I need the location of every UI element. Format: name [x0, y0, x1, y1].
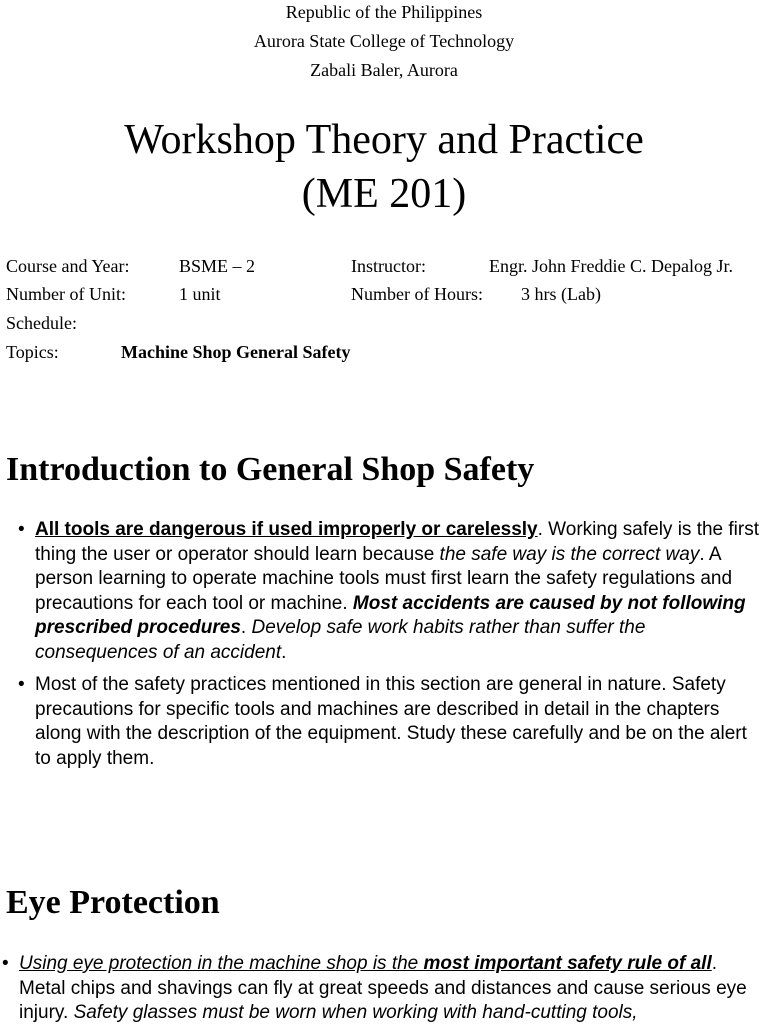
section-heading-eye-protection: Eye Protection	[6, 884, 220, 921]
instructor-value: Engr. John Freddie C. Depalog Jr.	[489, 256, 733, 276]
bullet-general-safety-1: • All tools are dangerous if used improperly or carelessly. Working safely is the first thing the user or operator should learn because the safe way is the correct way. A person learning to operate machine tools must first learn the safety regulations and precautions for each tool or machine. Most accidents are caused by not following prescribed procedures. Develop safe work habits rather than suffer the consequences of an accident.	[18, 518, 766, 665]
units-label: Number of Unit:	[6, 284, 126, 304]
course-value: BSME – 2	[179, 256, 256, 276]
school-address: Zabali Baler, Aurora	[310, 60, 458, 80]
topics-label: Topics:	[6, 342, 59, 362]
school-name: Aurora State College of Technology	[253, 31, 515, 51]
instructor-label: Instructor:	[351, 256, 426, 276]
section-heading-general-safety: Introduction to General Shop Safety	[6, 451, 535, 488]
country-line: Republic of the Philippines	[285, 2, 483, 22]
bullet-general-safety-2: • Most of the safety practices mentioned in this section are general in nature. Safety precautions for specific tools and machines are described in detail in the chapters along with the description of the equipment. Study these carefully and be on the alert to apply them.	[18, 673, 766, 771]
course-label: Course and Year:	[6, 256, 130, 276]
units-value: 1 unit	[179, 284, 221, 304]
topics-value: Machine Shop General Safety	[121, 342, 351, 362]
schedule-label: Schedule:	[6, 313, 77, 333]
course-code: (ME 201)	[301, 171, 467, 217]
hours-label: Number of Hours:	[351, 284, 483, 304]
bullet-eye-protection-1: • Using eye protection in the machine shop is the most important safety rule of all. Metal chips and shavings can fly at great speeds and distances and cause serious eye injury. Safety glasses must be worn when working with hand-cutting tools,	[2, 952, 766, 1026]
hours-value: 3 hrs (Lab)	[521, 284, 601, 304]
document-title: Workshop Theory and Practice	[124, 117, 644, 163]
